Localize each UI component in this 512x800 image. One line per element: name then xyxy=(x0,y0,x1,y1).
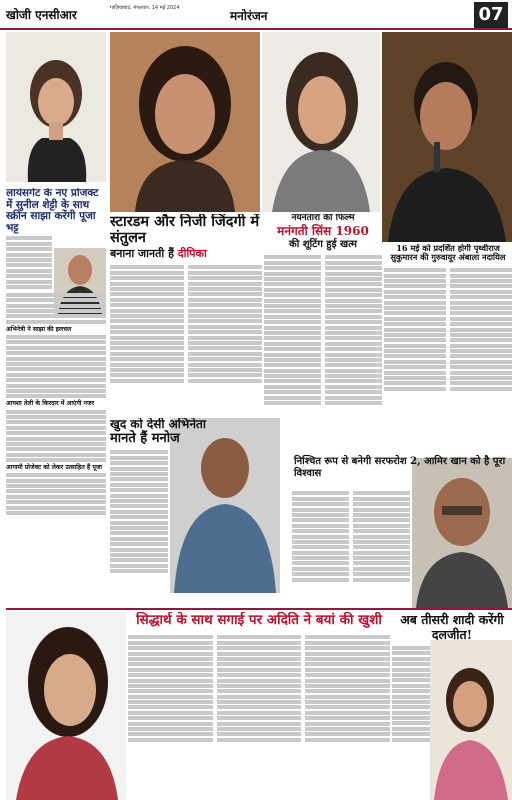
prithvi-body xyxy=(384,267,512,392)
dalljiet-headline: अब तीसरी शादी करेंगी दलजीत! xyxy=(400,612,504,642)
deepika-photo xyxy=(110,32,260,212)
pooja-body-3 xyxy=(6,335,106,398)
section-divider xyxy=(6,608,512,610)
page-number: 07 xyxy=(474,2,508,28)
pooja-subhead-3: आगामी प्रोजेक्ट को लेकर उत्साहित हैं पूजा xyxy=(6,464,103,472)
newspaper-brand: खोजी एनसीआर xyxy=(6,8,77,22)
prithviraj-photo xyxy=(382,32,512,242)
prithviraj-article xyxy=(384,244,512,454)
pooja-bhatt-article xyxy=(6,188,106,608)
pooja-body-1 xyxy=(6,236,52,289)
dateline: गाज़ियाबाद, मंगलवार, 14 मई 2024 xyxy=(110,5,180,11)
deepika-subheadline xyxy=(110,248,262,260)
pooja-subhead-1: अभिनेत्री ने साझा की हलचल xyxy=(6,325,72,333)
pooja-body-4 xyxy=(6,410,106,463)
deepika-article xyxy=(110,214,262,414)
deepika-sub-prefix: बनाना जानती हैं xyxy=(110,247,178,260)
aamir-body xyxy=(292,490,410,583)
aditi-body xyxy=(128,634,390,743)
aamir-khan-photo xyxy=(412,458,512,608)
deepika-headline: स्टारडम और निजी जिंदगी में संतुलन xyxy=(110,214,260,246)
manoj-headline-1: खुद को देसी अभिनेता xyxy=(110,418,206,431)
manoj-body xyxy=(110,450,168,573)
pooja-body-2 xyxy=(6,293,106,324)
nayan-subheadline: की शूटिंग हुई खत्म xyxy=(289,239,357,251)
pooja-body-5 xyxy=(6,473,106,515)
aditi-headline: सिद्धार्थ के साथ सगाई पर अदिति ने बयां की खुशी xyxy=(136,612,382,628)
deepika-sub-name: दीपिका xyxy=(177,247,207,260)
nayan-body xyxy=(264,254,382,406)
pooja-headline: लायंसगेट के नए प्रोजक्ट में सुनील शेट्टी के साथ स्क्रीन साझा करेंगी पूजा भट्ट xyxy=(6,188,99,234)
manoj-article xyxy=(110,418,290,608)
deepika-body xyxy=(110,264,262,384)
aditi-rao-hydari-photo xyxy=(6,612,126,800)
nayan-headline: मनंगती सिंस 1960 xyxy=(277,223,369,238)
section-title: मनोरंजन xyxy=(230,9,268,23)
page-header xyxy=(0,0,512,30)
pooja-bhatt-photo xyxy=(6,32,106,182)
nayan-kicker: नयनतारा की फिल्म xyxy=(291,214,355,223)
aamir-headline: निश्चित रूप से बनेगी सरफरोश 2, आमिर खान को है पूरा विश्वास xyxy=(294,456,506,479)
dalljiet-body xyxy=(392,646,430,742)
pooja-subhead-2: आयशा तेली के किरदार में आएंगी नजर xyxy=(6,400,95,408)
aditi-article xyxy=(128,612,390,800)
dalljiet-article xyxy=(392,612,512,800)
manoj-headline-2: मानते हैं मनोज xyxy=(110,431,180,447)
prithvi-headline: 16 मई को प्रदर्शित होगी पृथ्वीराज सुकुमारन की गुरुवायूर अंबाला नदायिल xyxy=(390,244,506,263)
nayanthara-photo xyxy=(262,32,380,212)
